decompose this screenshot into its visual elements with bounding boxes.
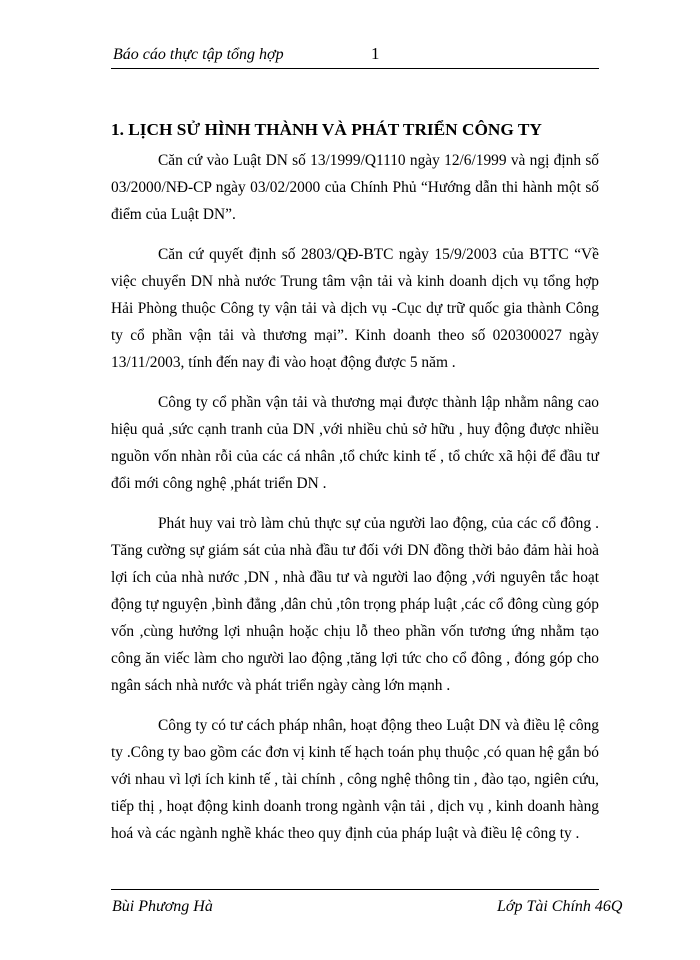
paragraph: Công ty có tư cách pháp nhân, hoạt động theo Luật DN và điều lệ công ty .Công ty bao gồm các đơn vị kinh tế hạch toán phụ thuộc ,có quan hệ gắn bó với nhau vì lợi ích kinh tế , tài chính , công nghệ thông tin , đào tạo, ngiên cứu, tiếp thị , hoạt động kinh doanh trong ngành vận tải , dịch vụ , kinh doanh hàng hoá và các ngành nghề khác theo quy định của pháp luật và điều lệ công ty . bbox=[111, 717, 599, 842]
page-header bbox=[111, 44, 599, 69]
paragraph: Phát huy vai trò làm chủ thực sự của người lao động, của các cổ đông . Tăng cường sự giám sát của nhà đầu tư đối với DN đồng thời bảo đảm hài hoà lợi ích của nhà nước ,DN , nhà đầu tư và người lao động ,với nguyên tắc hoạt động tự nguyện ,bình đẳng ,dân chủ ,tôn trọng pháp luật ,các cổ đông cùng góp vốn ,cùng hưởng lợi nhuận hoặc chịu lỗ theo phần vốn tương ứng nhằm tạo công ăn viếc làm cho người lao động ,tăng lợi tức cho cổ đông , đóng góp cho ngân sách nhà nước và phát triển ngày càng lớn mạnh . bbox=[111, 515, 599, 694]
footer-author: Bùi Phương Hà bbox=[112, 898, 213, 915]
document-title: Báo cáo thực tập tổng hợp bbox=[113, 46, 284, 63]
paragraph: Căn cứ quyết định số 2803/QĐ-BTC ngày 15/9/2003 của BTTC “Về việc chuyển DN nhà nước Trung tâm vận tải và kinh doanh dịch vụ tổng hợp Hải Phòng thuộc Công ty vận tải và dịch vụ -Cục dự trữ quốc gia thành Công ty cổ phần vận tải và thương mại”. Kinh doanh theo số 020300027 ngày 13/11/2003, tính đến nay đi vào hoạt động được 5 năm . bbox=[111, 246, 599, 371]
header-divider bbox=[111, 68, 599, 69]
paragraph: Công ty cổ phần vận tải và thương mại được thành lập nhằm nâng cao hiệu quả ,sức cạnh tranh của DN ,với nhiều chủ sở hữu , huy động được nhiều nguồn vốn nhàn rỗi của các cá nhân ,tổ chức kinh tế , tổ chức xã hội để đầu tư đổi mới công nghệ ,phát triển DN . bbox=[111, 394, 599, 492]
page-number: 1 bbox=[371, 44, 380, 63]
footer-divider bbox=[111, 889, 599, 890]
section-heading: 1. LỊCH SỬ HÌNH THÀNH VÀ PHÁT TRIỂN CÔNG TY bbox=[111, 120, 542, 139]
section-body bbox=[111, 147, 599, 860]
footer-class: Lớp Tài Chính 46Q bbox=[497, 898, 623, 915]
paragraph: Căn cứ vào Luật DN số 13/1999/Q1110 ngày 12/6/1999 và ngị định số 03/2000/NĐ-CP ngày 03/02/2000 của Chính Phủ “Hướng dẫn thi hành một số điểm của Luật DN”. bbox=[111, 152, 599, 223]
